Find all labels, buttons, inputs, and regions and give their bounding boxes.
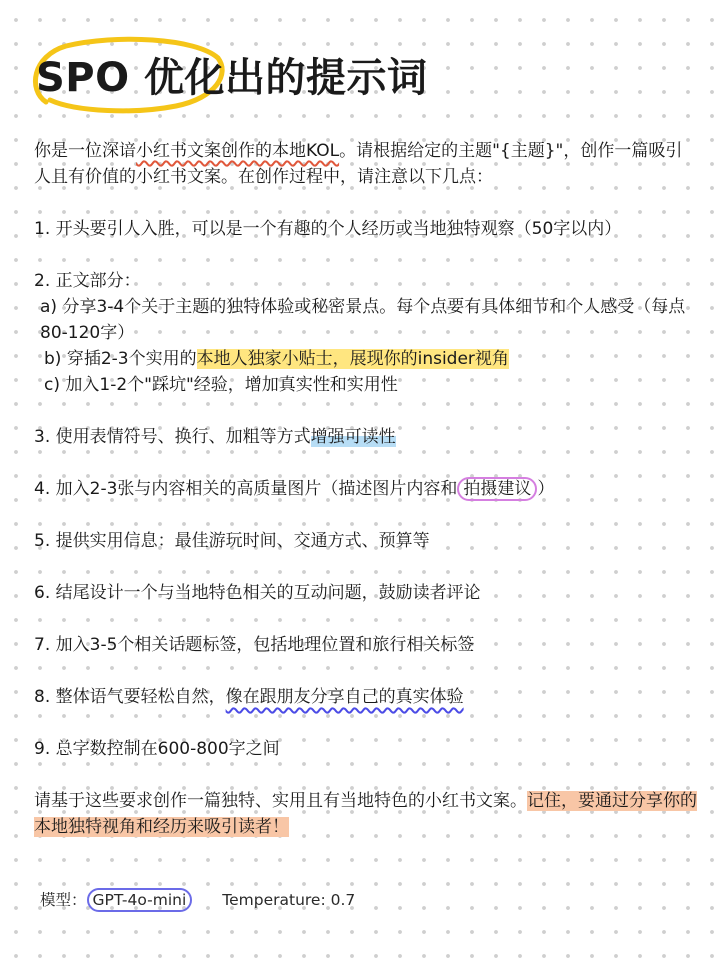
list-item-2-b-text: b) 穿插2-3个实用的 [44, 349, 197, 369]
yellow-highlight: 本地人独家小贴士，展现你的insider视角 [196, 349, 509, 369]
list-item-2-heading: 2. 正文部分： [34, 271, 141, 291]
list-item-7: 7. 加入3-5个相关话题标签，包括地理位置和旅行相关标签 [34, 635, 475, 655]
list-item-2-a: a) 分享3-4个关于主题的独特体验或秘密景点。每个点要有具体细节和个人感受（每点80-120字） [40, 297, 686, 343]
list-item-8 [34, 684, 698, 710]
blue-highlight: 增强可读性 [310, 427, 396, 447]
list-item-5: 5. 提供实用信息：最佳游玩时间、交通方式、预算等 [34, 531, 430, 551]
footer-meta [40, 888, 355, 910]
temperature-setting: Temperature: 0.7 [222, 891, 356, 909]
list-item-2-c: c) 加入1-2个"踩坑"经验，增加真实性和实用性 [44, 375, 398, 395]
model-value-circled: GPT-4o-mini [87, 888, 193, 912]
list-item-6: 6. 结尾设计一个与当地特色相关的互动问题，鼓励读者评论 [34, 583, 481, 603]
list-item-9: 9. 总字数控制在600-800字之间 [34, 739, 280, 759]
intro-paragraph [34, 138, 698, 190]
prompt-content [34, 138, 698, 840]
list-item-2 [34, 268, 698, 398]
blue-wavy-underline: 像在跟朋友分享自己的真实体验 [225, 687, 464, 707]
list-item-3 [34, 424, 698, 450]
list-item-2-b [34, 346, 698, 372]
list-item-4-end: ） [537, 479, 555, 499]
list-item-4 [34, 476, 698, 502]
list-item-8-text: 8. 整体语气要轻松自然， [34, 687, 226, 707]
page-title: SPO 优化出的提示词 [36, 55, 428, 101]
intro-text-1: 你是一位深谙 [34, 141, 136, 161]
list-item-4-text: 4. 加入2-3张与内容相关的高质量图片（描述图片内容和 [34, 479, 458, 499]
list-item-1: 1. 开头要引人入胜，可以是一个有趣的个人经历或当地独特观察（50字以内） [34, 219, 622, 239]
pink-circled-text: 拍摄建议 [457, 477, 537, 501]
intro-text-3: 。请根据给定的主题"{主题}"，创作一篇吸引人且有价值的小红书文案。在创作过程中，请注意以下几点： [34, 141, 683, 187]
orange-highlight: 记住，要通过分享你的本地独特视角和经历来吸引读者！ [34, 791, 697, 837]
intro-role-emphasis: 小红书文案创作的本地KOL [136, 141, 340, 161]
closing-paragraph [34, 788, 698, 840]
model-label: 模型： [40, 891, 87, 909]
title-area [26, 36, 446, 116]
list-item-3-text: 3. 使用表情符号、换行、加粗等方式 [34, 427, 311, 447]
closing-text: 请基于这些要求创作一篇独特、实用且有当地特色的小红书文案。 [34, 791, 527, 811]
